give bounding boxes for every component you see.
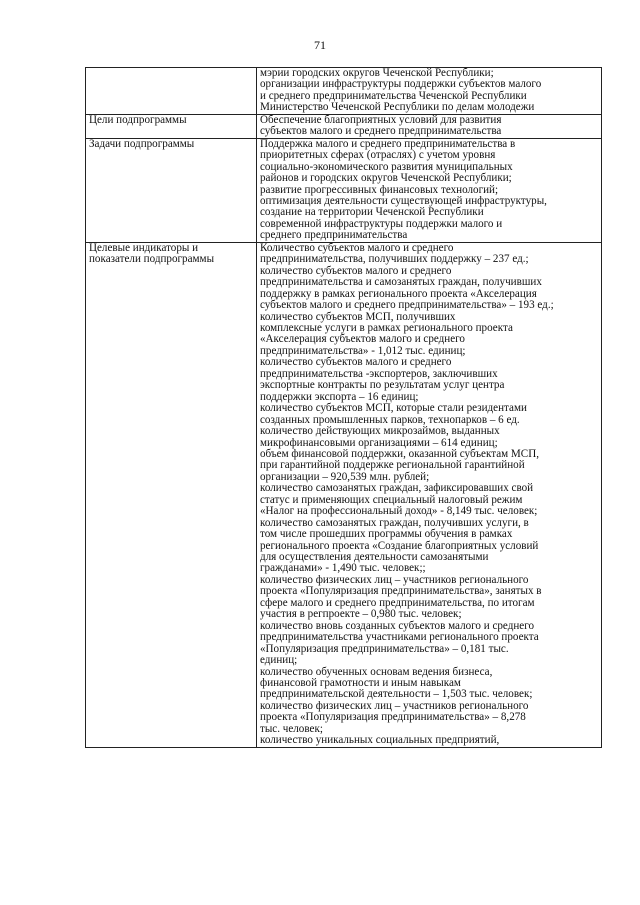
row-content-line: предпринимательства, получивших поддержку – 237 ед.; bbox=[260, 253, 529, 266]
row-content-line: количество субъектов малого и среднего bbox=[260, 356, 452, 369]
row-content-line: и среднего предпринимательства Чеченской Республики bbox=[260, 89, 527, 102]
row-label-line: Задачи подпрограммы bbox=[89, 137, 195, 150]
row-content-line: предпринимательской деятельности – 1,503 тыс. человек; bbox=[260, 688, 533, 701]
row-content-line: количество обученных основам ведения бизнеса, bbox=[260, 665, 493, 678]
page-number: 71 bbox=[314, 38, 326, 52]
row-label-cell bbox=[86, 68, 257, 115]
row-content-line: количество субъектов малого и среднего bbox=[260, 264, 452, 277]
row-content-line: проекта «Популяризация предпринимательства» – 8,278 bbox=[260, 711, 526, 724]
row-content-line: количество субъектов МСП, получивших bbox=[260, 310, 456, 323]
row-content-cell bbox=[257, 114, 602, 138]
row-content-cell bbox=[257, 242, 602, 747]
row-content-line: количество вновь созданных субъектов малого и среднего bbox=[260, 619, 535, 632]
row-content-line: субъектов малого и среднего предпринимательства bbox=[260, 125, 502, 138]
row-content-line: предпринимательства и самозанятых граждан, получивших bbox=[260, 276, 542, 289]
row-content-line: современной инфраструктуры поддержки малого и bbox=[260, 217, 503, 230]
row-content-line: Поддержка малого и среднего предпринимательства в bbox=[260, 137, 516, 150]
row-content-line: социально-экономического развития муниципальных bbox=[260, 160, 513, 173]
row-content-line: Количество субъектов малого и среднего bbox=[260, 241, 454, 254]
row-content-line: приоритетных сферах (отраслях) с учетом уровня bbox=[260, 149, 496, 162]
row-content-line: количество субъектов МСП, которые стали резидентами bbox=[260, 402, 527, 415]
row-content-line: созданных промышленных парков, технопарков – 6 ед. bbox=[260, 413, 520, 426]
program-passport-table bbox=[85, 67, 602, 748]
row-label-cell bbox=[86, 114, 257, 138]
row-content-line: микрофинансовыми организациями – 614 единиц; bbox=[260, 436, 498, 449]
row-content-line: том числе прошедших программы обучения в рамках bbox=[260, 528, 513, 541]
row-label-cell bbox=[86, 242, 257, 747]
row-content-line: «Популяризация предпринимательства» – 0,181 тыс. bbox=[260, 642, 509, 655]
row-content-line: районов и городских округов Чеченской Республики; bbox=[260, 172, 512, 185]
row-content-line: комплексные услуги в рамках регионального проекта bbox=[260, 321, 513, 334]
row-content-line: поддержку в рамках регионального проекта «Акселерация bbox=[260, 287, 537, 300]
row-content-line: «Налог на профессиональный доход» - 8,149 тыс. человек; bbox=[260, 505, 538, 518]
row-content-line: предпринимательства» - 1,012 тыс. единиц; bbox=[260, 344, 466, 357]
row-content-line: создание на территории Чеченской Республики bbox=[260, 206, 484, 219]
row-label-line: Целевые индикаторы и bbox=[89, 241, 199, 254]
row-content-cell bbox=[257, 68, 602, 115]
row-content-line: «Акселерация субъектов малого и среднего bbox=[260, 333, 465, 346]
row-content-line: организации инфраструктуры поддержки субъектов малого bbox=[260, 78, 542, 91]
row-content-line: экспортные контракты по результатам услуг центра bbox=[260, 379, 505, 392]
row-content-line: субъектов малого и среднего предпринимательства» – 193 ед.; bbox=[260, 299, 554, 312]
row-content-line: количество действующих микрозаймов, выданных bbox=[260, 425, 500, 438]
table-row bbox=[86, 68, 602, 115]
row-label-line: Цели подпрограммы bbox=[89, 113, 187, 126]
row-content-line: регионального проекта «Создание благоприятных условий bbox=[260, 539, 539, 552]
row-content-line: для осуществления деятельности самозанятыми bbox=[260, 551, 489, 564]
row-content-line: поддержки экспорта – 16 единиц; bbox=[260, 390, 419, 403]
row-content-line: количество физических лиц – участников регионального bbox=[260, 699, 529, 712]
row-content-line: развитие прогрессивных финансовых технологий; bbox=[260, 183, 499, 196]
row-content-line: оптимизация деятельности существующей инфраструктуры, bbox=[260, 194, 547, 207]
row-content-line: Министерство Чеченской Республики по делам молодежи bbox=[260, 101, 535, 114]
table-row bbox=[86, 242, 602, 747]
row-content-line: мэрии городских округов Чеченской Республики; bbox=[260, 67, 494, 79]
row-label-line: показатели подпрограммы bbox=[89, 253, 215, 266]
table-row bbox=[86, 138, 602, 242]
row-content-line: количество самозанятых граждан, получивших услуги, в bbox=[260, 516, 529, 529]
row-content-line: предпринимательства -экспортеров, заключивших bbox=[260, 367, 498, 380]
table-row bbox=[86, 114, 602, 138]
row-content-line: гражданами» - 1,490 тыс. человек;; bbox=[260, 562, 426, 575]
row-content-line: статус и применяющих специальный налоговый режим bbox=[260, 493, 523, 506]
row-content-line: тыс. человек; bbox=[260, 722, 323, 735]
row-content-line: количество физических лиц – участников регионального bbox=[260, 573, 529, 586]
row-content-line: объем финансовой поддержки, оказанной субъектам МСП, bbox=[260, 447, 539, 460]
row-label-cell bbox=[86, 138, 257, 242]
row-content-line: единиц; bbox=[260, 654, 298, 667]
row-content-line: проекта «Популяризация предпринимательства», занятых в bbox=[260, 585, 542, 598]
row-content-line: Обеспечение благоприятных условий для развития bbox=[260, 113, 502, 126]
row-content-line: при гарантийной поддержке региональной гарантийной bbox=[260, 459, 525, 472]
row-content-line: предпринимательства участниками регионального проекта bbox=[260, 631, 539, 644]
row-content-line: сфере малого и среднего предпринимательства, по итогам bbox=[260, 596, 535, 609]
row-content-line: среднего предпринимательства bbox=[260, 229, 408, 242]
row-content-line: участия в регпроекте – 0,980 тыс. человек; bbox=[260, 608, 462, 621]
row-content-line: финансовой грамотности и иным навыкам bbox=[260, 677, 461, 690]
row-content-line: организации – 920,539 млн. рублей; bbox=[260, 470, 430, 483]
row-content-line: количество уникальных социальных предприятий, bbox=[260, 734, 500, 747]
row-content-line: количество самозанятых граждан, зафиксировавших свой bbox=[260, 482, 534, 495]
row-content-cell bbox=[257, 138, 602, 242]
